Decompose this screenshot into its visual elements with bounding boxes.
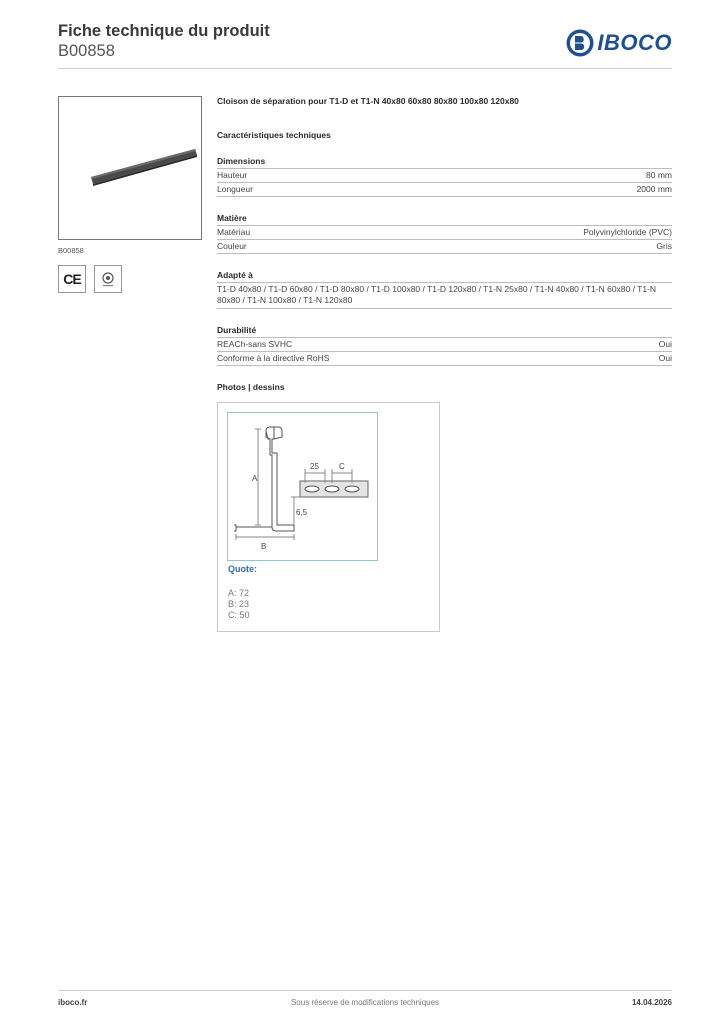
spec-row-color [217,240,672,254]
image-caption: B00858 [58,246,84,255]
dimensions-group [217,156,672,197]
footer-divider [58,990,672,991]
quote-heading: Quote: [228,564,257,574]
dim-label-65: 6,5 [296,508,308,517]
dim-label-b: B [261,542,267,551]
material-title: Matière [217,213,672,226]
iboco-logo-icon [565,28,595,58]
separator-strip-icon [59,97,203,241]
spec-label: Hauteur [217,170,248,180]
durability-group [217,325,672,366]
fits-group [217,270,672,309]
specs-heading: Caractéristiques techniques [217,130,331,140]
quote-b: B: 23 [228,599,250,609]
iboco-logo [565,28,672,58]
header-divider [58,68,672,69]
spec-value: Polyvinylchloride (PVC) [583,227,672,237]
product-details [217,96,672,632]
ce-mark-text: CE [63,271,81,287]
quote-c: C: 50 [228,610,250,620]
page-header [58,22,672,68]
spec-value: Oui [658,353,672,363]
spec-row-material [217,226,672,240]
spec-label: Couleur [217,241,247,251]
spec-row-height [217,169,672,183]
certification-marks [58,265,202,293]
footer-date: 14.04.2026 [631,998,672,1007]
spec-row-length [217,183,672,197]
fits-list: T1-D 40x80 / T1-D 60x80 / T1-D 80x80 / T1-D 100x80 / T1-D 120x80 / T1-N 25x80 / T1-N 40x80 / T1-N 60x80 / T1-N 80x80 / T1-N 100x80 / T1-N 120x80 [217,283,672,309]
spec-label: Longueur [217,184,253,194]
footer-disclaimer: Sous réserve de modifications techniques [290,998,440,1007]
spec-value: Oui [658,339,672,349]
dim-label-c: C [339,462,345,471]
product-image-column [58,96,202,293]
doc-title: Fiche technique du produit [58,22,270,40]
logo-text: IBOCO [597,30,672,55]
fits-title: Adapté à [217,270,672,283]
quote-a: A: 72 [228,588,250,598]
doc-product-code: B00858 [58,42,115,60]
ce-mark [58,265,86,293]
spec-value: Gris [656,241,672,251]
footer-website: iboco.fr [58,998,88,1007]
compliance-seal-icon [99,270,117,288]
product-title: Cloison de séparation pour T1-D et T1-N 40x80 60x80 80x80 100x80 120x80 [217,96,519,106]
spec-row-rohs [217,352,672,366]
spec-value: 2000 mm [636,184,672,194]
spec-label: REACh-sans SVHC [217,339,293,349]
technical-drawing [227,412,378,561]
product-image [58,96,202,240]
spec-value: 80 mm [646,170,672,180]
spec-label: Matériau [217,227,251,237]
material-group [217,213,672,254]
rohs-reach-badge [94,265,122,293]
durability-title: Durabilité [217,325,672,338]
dim-label-25: 25 [310,462,319,471]
profile-drawing-icon [228,413,376,559]
dimensions-title: Dimensions [217,156,672,169]
technical-drawing-panel [217,402,440,632]
dim-label-a: A [252,474,258,483]
spec-row-reach [217,338,672,352]
spec-label: Conforme à la directive RoHS [217,353,330,363]
photos-heading: Photos | dessins [217,382,285,392]
